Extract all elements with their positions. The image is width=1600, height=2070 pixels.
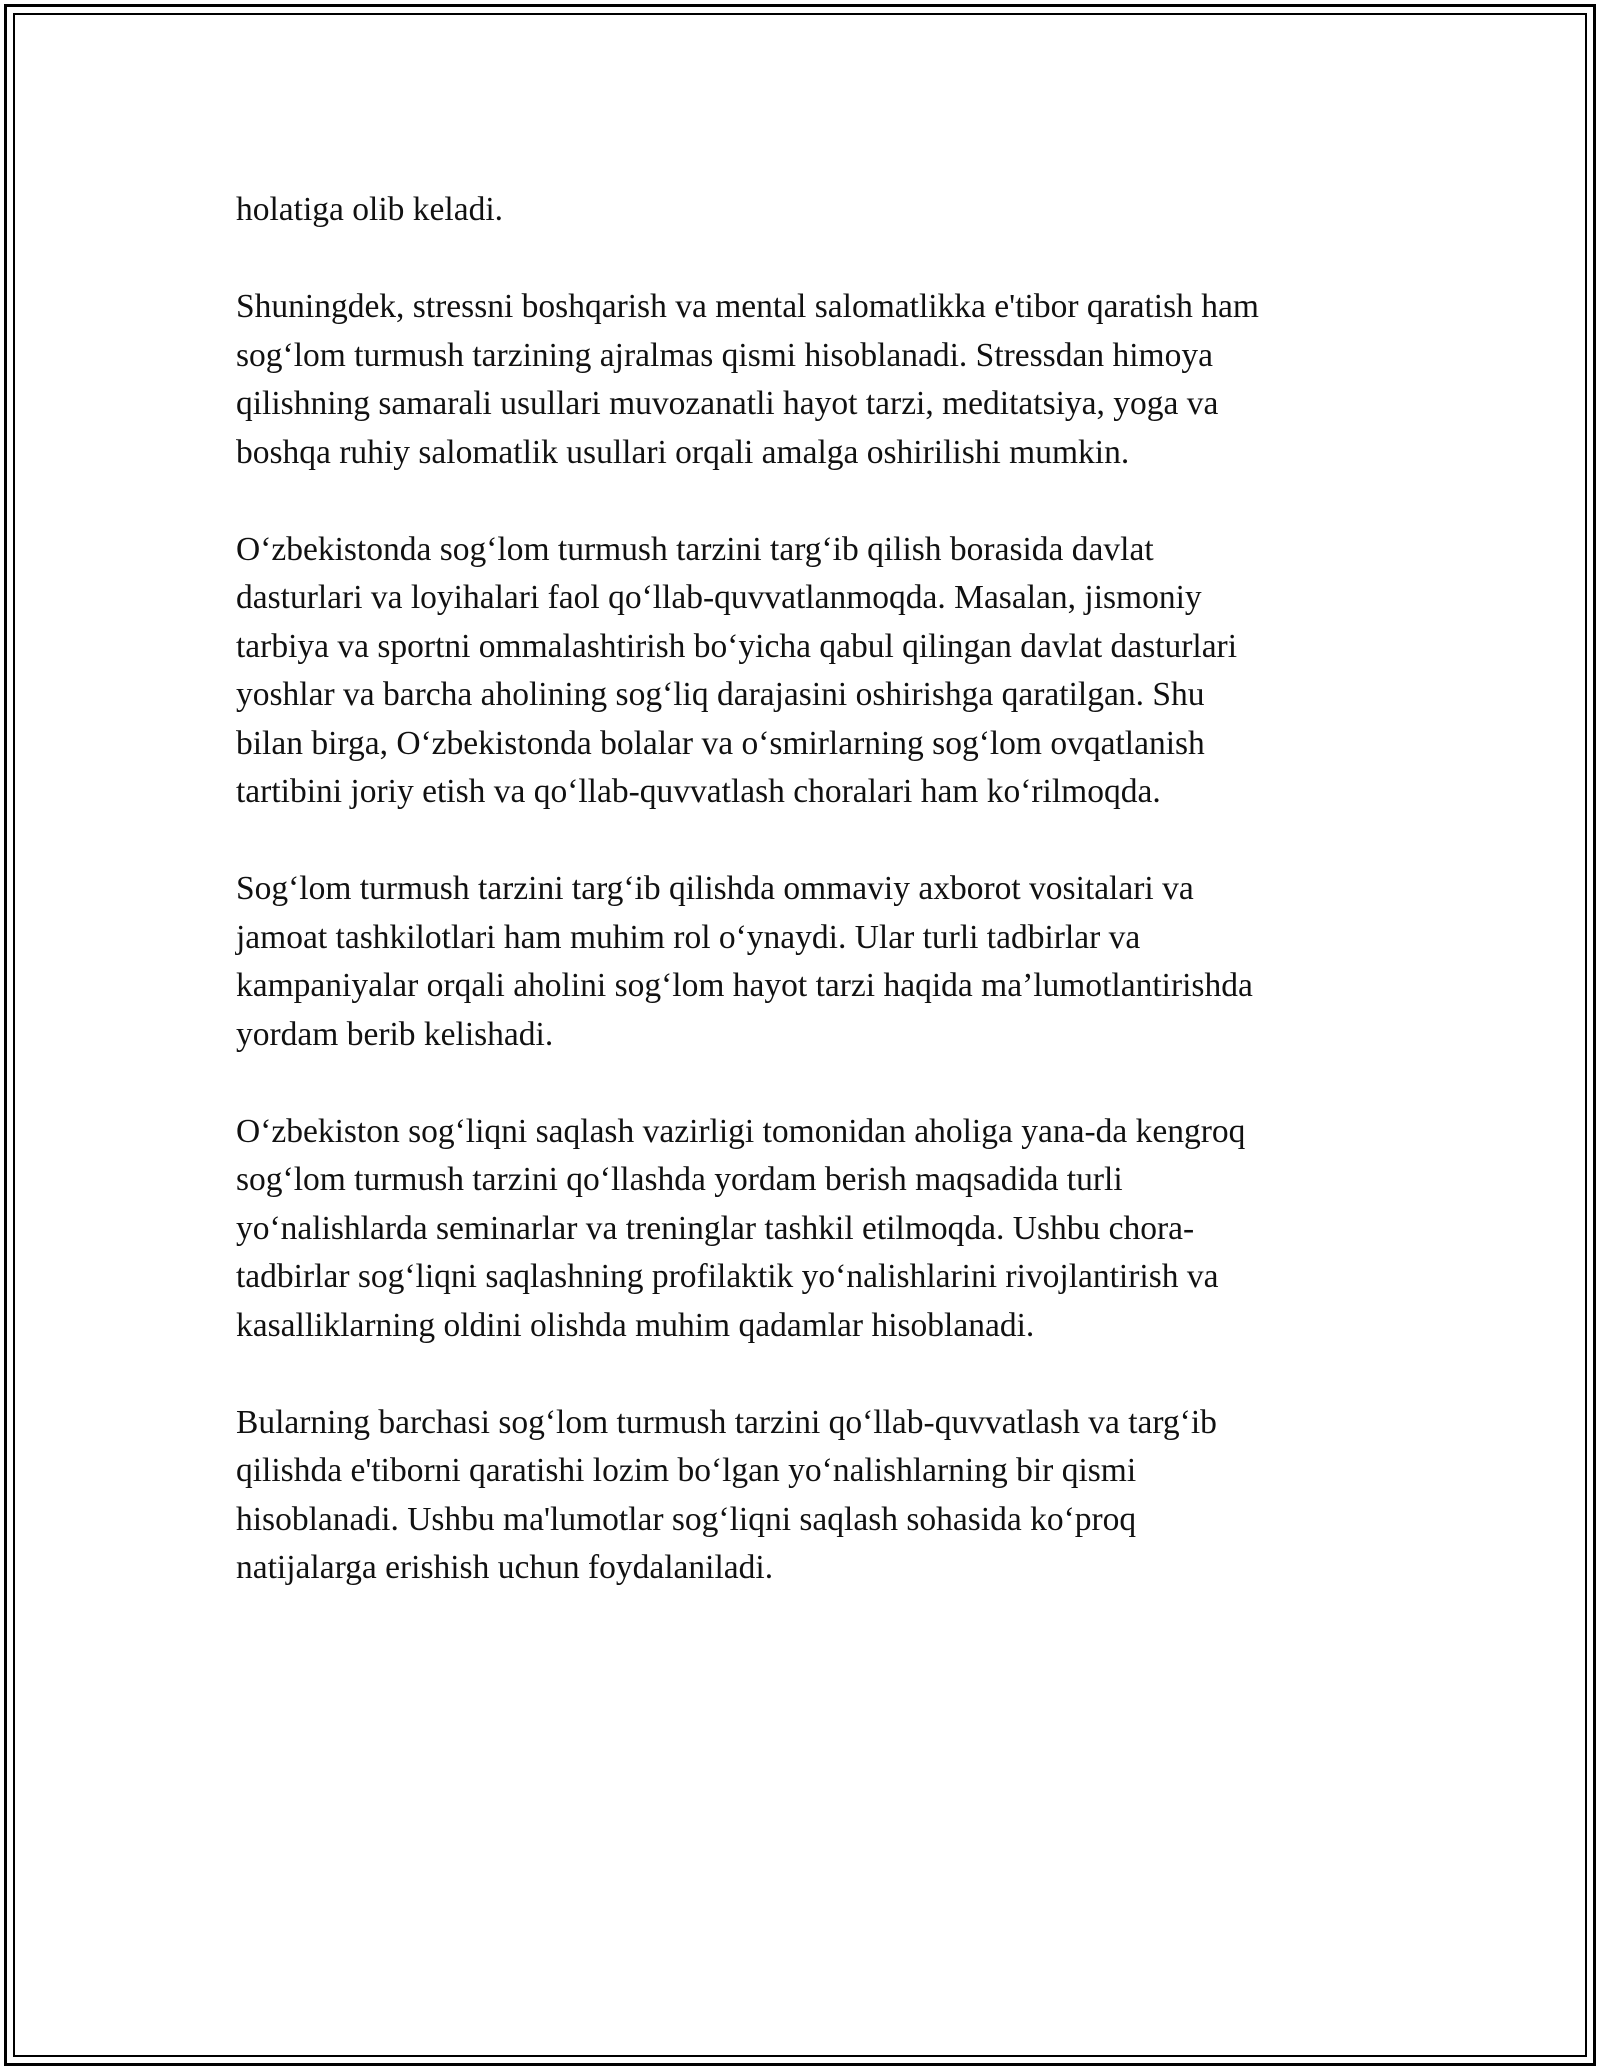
paragraph-ministry-initiatives: O‘zbekiston sog‘liqni saqlash vazirligi tomonidan aholiga yana-da kengroq sog‘lom turmush tarzini qo‘llashda yordam berish maqsadida turli yo‘nalishlarda seminarlar va treninglar tashkil etilmoqda. Ushbu chora- tadbirlar sog‘liqni saqlashning profilaktik yo‘nalishlarini rivojlantirish va kasalliklarning oldini olishda muhim qadamlar hisoblanadi. <box>236 1112 1246 1344</box>
document-body <box>236 186 1366 1641</box>
paragraph-stress-management: Shuningdek, stressni boshqarish va mental salomatlikka e'tibor qaratish ham sog‘lom turmush tarzining ajralmas qismi hisoblanadi. Stressdan himoya qilishning samarali usullari muvozanatli hayot tarzi, meditatsiya, yoga va boshqa ruhiy salomatlik usullari orqali amalga oshirilishi mumkin. <box>236 288 1259 471</box>
paragraph-state-programs: O‘zbekistonda sog‘lom turmush tarzini targ‘ib qilish borasida davlat dasturlari va loyihalari faol qo‘llab-quvvatlanmoqda. Masalan, jismoniy tarbiya va sportni ommalashtirish bo‘yicha qabul qilingan davlat dasturlari yoshlar va barcha aholining sog‘liq darajasini oshirishga qaratilgan. Shu bilan birga, O‘zbekistonda bolalar va o‘smirlarning sog‘lom ovqatlanish tartibini joriy etish va qo‘llab-quvvatlash choralari ham ko‘rilmoqda. <box>236 530 1238 810</box>
paragraph-continuation: holatiga olib keladi. <box>236 191 504 228</box>
paragraph-conclusion: Bularning barchasi sog‘lom turmush tarzini qo‘llab-quvvatlash va targ‘ib qilishda e'tiborni qaratishi lozim bo‘lgan yo‘nalishlarning bir qismi hisoblanadi. Ushbu ma'lumotlar sog‘liqni saqlash sohasida ko‘proq natijalarga erishish uchun foydalaniladi. <box>236 1403 1217 1586</box>
paragraph-media-role: Sog‘lom turmush tarzini targ‘ib qilishda ommaviy axborot vositalari va jamoat tashkilotlari ham muhim rol o‘ynaydi. Ular turli tadbirlar va kampaniyalar orqali aholini sog‘lom hayot tarzi haqida ma’lumotlantirishda yordam berib kelishadi. <box>236 870 1253 1053</box>
